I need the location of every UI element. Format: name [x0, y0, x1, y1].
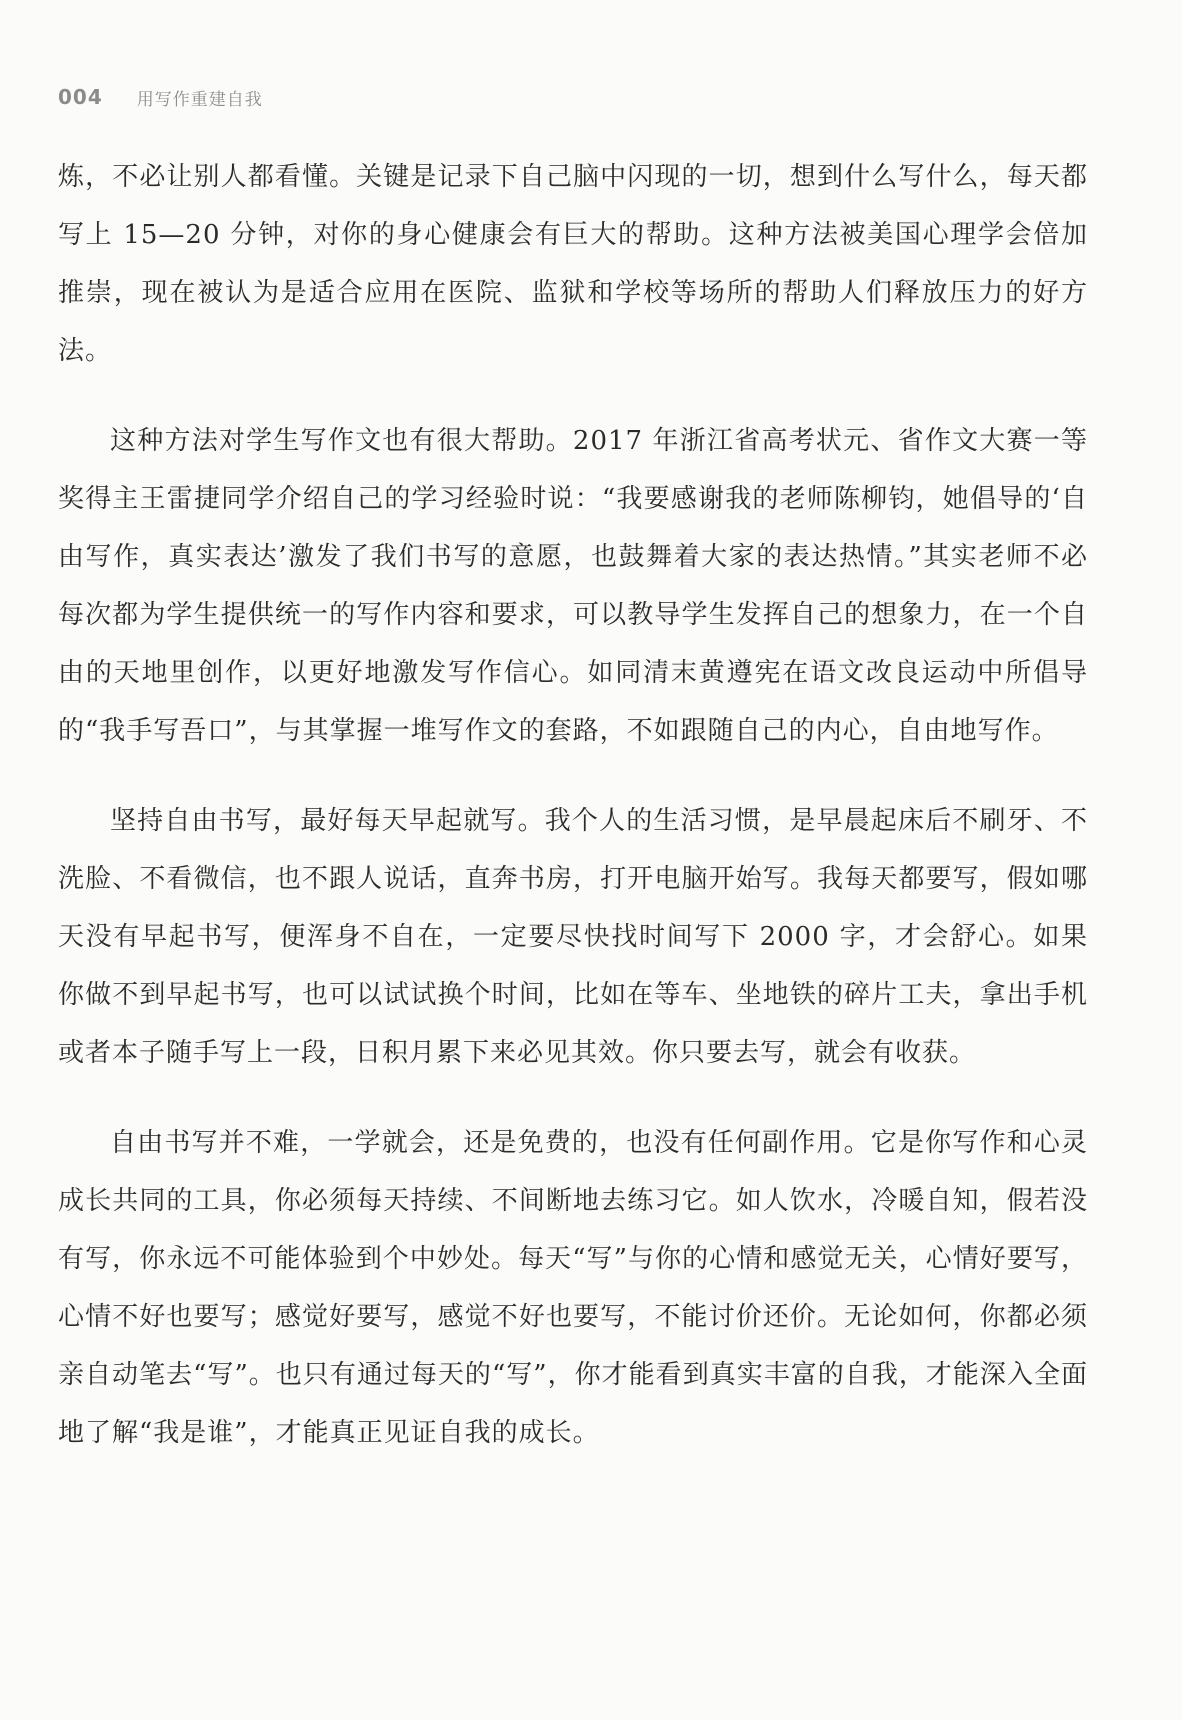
- book-title: 用写作重建自我: [136, 89, 263, 110]
- page-number: 004: [58, 85, 103, 109]
- running-header: [58, 82, 263, 112]
- paragraph-daily-writing: 坚持自由书写，最好每天早起就写。我个人的生活习惯，是早晨起床后不刷牙、不洗脸、不看微信，也不跟人说话，直奔书房，打开电脑开始写。我每天都要写，假如哪天没有早起书写，便浑身不自在，一定要尽快找时间写下 2000 字，才会舒心。如果你做不到早起书写，也可以试试换个时间，比如在等车、坐地铁的碎片工夫，拿出手机或者本子随手写上一段，日积月累下来必见其效。你只要去写，就会有收获。: [58, 806, 1088, 1068]
- paragraph-student-writing: 这种方法对学生写作文也有很大帮助。2017 年浙江省高考状元、省作文大赛一等奖得主王雷捷同学介绍自己的学习经验时说：“我要感谢我的老师陈柳钧，她倡导的‘自由写作，真实表达’激发了我们书写的意愿，也鼓舞着大家的表达热情。”其实老师不必每次都为学生提供统一的写作内容和要求，可以教导学生发挥自己的想象力，在一个自由的天地里创作，以更好地激发写作信心。如同清末黄遵宪在语文改良运动中所倡导的“我手写吾口”，与其掌握一堆写作文的套路，不如跟随自己的内心，自由地写作。: [58, 426, 1088, 746]
- paragraph-continued: 炼，不必让别人都看懂。关键是记录下自己脑中闪现的一切，想到什么写什么，每天都写上 15—20 分钟，对你的身心健康会有巨大的帮助。这种方法被美国心理学会倍加推崇，现在被认为是适合应用在医院、监狱和学校等场所的帮助人们释放压力的好方法。: [58, 162, 1088, 366]
- body-text: [58, 148, 1088, 1494]
- paragraph-free-writing: 自由书写并不难，一学就会，还是免费的，也没有任何副作用。它是你写作和心灵成长共同的工具，你必须每天持续、不间断地去练习它。如人饮水，冷暖自知，假若没有写，你永远不可能体验到个中妙处。每天“写”与你的心情和感觉无关，心情好要写，心情不好也要写；感觉好要写，感觉不好也要写，不能讨价还价。无论如何，你都必须亲自动笔去“写”。也只有通过每天的“写”，你才能看到真实丰富的自我，才能深入全面地了解“我是谁”，才能真正见证自我的成长。: [58, 1128, 1088, 1448]
